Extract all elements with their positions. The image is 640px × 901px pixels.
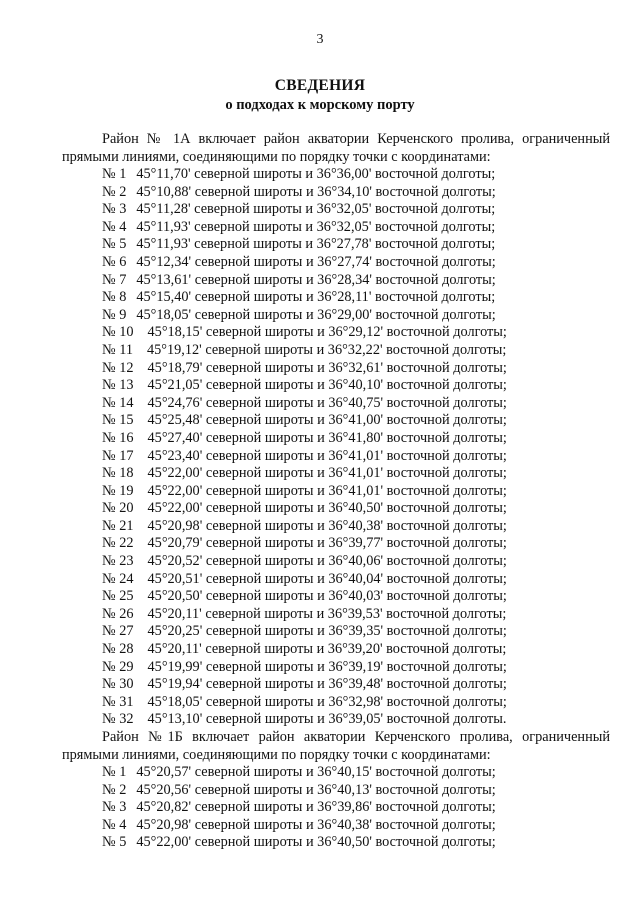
point-coordinates: 45°22,00' северной широты и 36°41,01' восточной долготы; bbox=[147, 482, 507, 499]
point-number: № 25 bbox=[102, 588, 134, 605]
coordinate-row bbox=[102, 676, 507, 694]
point-coordinates: 45°11,93' северной широты и 36°27,78' восточной долготы; bbox=[136, 236, 496, 253]
point-coordinates: 45°25,48' северной широты и 36°41,00' восточной долготы; bbox=[147, 412, 507, 429]
point-coordinates: 45°18,15' северной широты и 36°29,12' восточной долготы; bbox=[147, 324, 507, 341]
point-number: № 19 bbox=[102, 482, 134, 499]
point-number: № 4 bbox=[102, 816, 127, 833]
point-coordinates: 45°20,52' северной широты и 36°40,06' восточной долготы; bbox=[147, 553, 507, 570]
point-number: № 27 bbox=[102, 623, 134, 640]
point-coordinates: 45°18,05' северной широты и 36°32,98' восточной долготы; bbox=[147, 693, 507, 710]
point-coordinates: 45°22,00' северной широты и 36°40,50' восточной долготы; bbox=[136, 834, 496, 851]
coordinate-row bbox=[102, 377, 507, 395]
point-coordinates: 45°20,51' северной широты и 36°40,04' восточной долготы; bbox=[147, 570, 507, 587]
coordinate-row bbox=[102, 342, 507, 360]
coordinate-row bbox=[102, 535, 507, 553]
point-coordinates: 45°20,98' северной широты и 36°40,38' восточной долготы; bbox=[136, 816, 496, 833]
point-coordinates: 45°19,12' северной широты и 36°32,22' восточной долготы; bbox=[146, 341, 507, 358]
point-coordinates: 45°21,05' северной широты и 36°40,10' восточной долготы; bbox=[147, 377, 507, 394]
point-coordinates: 45°18,79' северной широты и 36°32,61' восточной долготы; bbox=[147, 359, 507, 376]
point-number: № 5 bbox=[102, 236, 127, 253]
document-title: СВЕДЕНИЯ bbox=[274, 77, 366, 94]
point-coordinates: 45°13,10' северной широты и 36°39,05' восточной долготы. bbox=[147, 711, 507, 728]
point-number: № 11 bbox=[102, 341, 133, 358]
point-number: № 21 bbox=[102, 517, 134, 534]
point-number: № 4 bbox=[102, 218, 127, 235]
section-1a-points bbox=[102, 166, 507, 729]
coordinate-row bbox=[102, 465, 507, 483]
point-number: № 6 bbox=[102, 253, 127, 270]
point-number: № 14 bbox=[102, 394, 134, 411]
coordinate-row bbox=[102, 236, 507, 254]
coordinate-row bbox=[102, 324, 507, 342]
coordinate-row bbox=[102, 659, 507, 677]
point-coordinates: 45°20,98' северной широты и 36°40,38' восточной долготы; bbox=[147, 517, 507, 534]
point-number: № 2 bbox=[102, 183, 127, 200]
coordinate-row bbox=[102, 694, 507, 712]
coordinate-row bbox=[102, 289, 507, 307]
point-coordinates: 45°13,61' северной широты и 36°28,34' восточной долготы; bbox=[136, 271, 496, 288]
coordinate-row bbox=[102, 764, 496, 782]
point-number: № 13 bbox=[102, 377, 134, 394]
point-number: № 7 bbox=[102, 271, 127, 288]
point-number: № 5 bbox=[102, 834, 127, 851]
section-1a-intro-text: Район № 1А включает район акватории Керченского пролива, ограниченный прямыми линиями, соединяющими по порядку точки с координатами: bbox=[62, 131, 610, 165]
page-number: 3 bbox=[316, 32, 324, 47]
point-coordinates: 45°20,82' северной широты и 36°39,86' восточной долготы; bbox=[136, 799, 496, 816]
point-coordinates: 45°20,11' северной широты и 36°39,53' восточной долготы; bbox=[147, 605, 507, 622]
point-coordinates: 45°20,57' северной широты и 36°40,15' восточной долготы; bbox=[136, 764, 496, 780]
point-number: № 1 bbox=[102, 166, 127, 182]
point-coordinates: 45°20,25' северной широты и 36°39,35' восточной долготы; bbox=[147, 623, 507, 640]
coordinate-row bbox=[102, 483, 507, 501]
point-number: № 30 bbox=[102, 676, 134, 693]
point-number: № 16 bbox=[102, 429, 134, 446]
point-number: № 18 bbox=[102, 465, 134, 482]
coordinate-row bbox=[102, 571, 507, 589]
point-coordinates: 45°11,28' северной широты и 36°32,05' восточной долготы; bbox=[136, 201, 496, 218]
point-number: № 8 bbox=[102, 289, 127, 306]
point-number: № 24 bbox=[102, 570, 134, 587]
point-number: № 15 bbox=[102, 412, 134, 429]
point-number: № 23 bbox=[102, 553, 134, 570]
point-coordinates: 45°10,88' северной широты и 36°34,10' восточной долготы; bbox=[136, 183, 496, 200]
coordinate-row bbox=[102, 817, 496, 835]
point-coordinates: 45°11,93' северной широты и 36°32,05' восточной долготы; bbox=[136, 218, 496, 235]
point-coordinates: 45°22,00' северной широты и 36°40,50' восточной долготы; bbox=[147, 500, 507, 517]
coordinate-row bbox=[102, 412, 507, 430]
point-coordinates: 45°20,50' северной широты и 36°40,03' восточной долготы; bbox=[147, 588, 507, 605]
point-number: № 10 bbox=[102, 324, 134, 341]
coordinate-row bbox=[102, 518, 507, 536]
coordinate-row bbox=[102, 641, 507, 659]
coordinate-row bbox=[102, 201, 507, 219]
point-coordinates: 45°27,40' северной широты и 36°41,80' восточной долготы; bbox=[147, 429, 507, 446]
section-1b-points bbox=[102, 764, 496, 852]
point-number: № 3 bbox=[102, 201, 127, 218]
point-number: № 17 bbox=[102, 447, 134, 464]
point-number: № 2 bbox=[102, 781, 127, 798]
point-number: № 32 bbox=[102, 711, 134, 728]
point-number: № 31 bbox=[102, 693, 134, 710]
coordinate-row bbox=[102, 360, 507, 378]
document-subtitle: о подходах к морскому порту bbox=[225, 97, 415, 113]
point-coordinates: 45°19,94' северной широты и 36°39,48' восточной долготы; bbox=[147, 676, 507, 693]
point-coordinates: 45°24,76' северной широты и 36°40,75' восточной долготы; bbox=[147, 394, 507, 411]
coordinate-row bbox=[102, 834, 496, 852]
section-1b-intro bbox=[62, 729, 610, 764]
coordinate-row bbox=[102, 219, 507, 237]
coordinate-row bbox=[102, 166, 507, 184]
coordinate-row bbox=[102, 553, 507, 571]
coordinate-row bbox=[102, 606, 507, 624]
coordinate-row bbox=[102, 430, 507, 448]
point-number: № 26 bbox=[102, 605, 134, 622]
coordinate-row bbox=[102, 395, 507, 413]
point-number: № 29 bbox=[102, 658, 134, 675]
point-coordinates: 45°20,56' северной широты и 36°40,13' восточной долготы; bbox=[136, 781, 496, 798]
coordinate-row bbox=[102, 588, 507, 606]
coordinate-row bbox=[102, 307, 507, 325]
coordinate-row bbox=[102, 184, 507, 202]
point-number: № 1 bbox=[102, 764, 127, 780]
point-coordinates: 45°11,70' северной широты и 36°36,00' восточной долготы; bbox=[136, 166, 496, 182]
coordinate-row bbox=[102, 254, 507, 272]
point-coordinates: 45°12,34' северной широты и 36°27,74' восточной долготы; bbox=[136, 253, 496, 270]
coordinate-row bbox=[102, 623, 507, 641]
point-coordinates: 45°20,11' северной широты и 36°39,20' восточной долготы; bbox=[147, 641, 507, 658]
coordinate-row bbox=[102, 711, 507, 729]
point-coordinates: 45°23,40' северной широты и 36°41,01' восточной долготы; bbox=[147, 447, 507, 464]
point-number: № 12 bbox=[102, 359, 134, 376]
point-coordinates: 45°18,05' северной широты и 36°29,00' восточной долготы; bbox=[136, 306, 496, 323]
point-coordinates: 45°22,00' северной широты и 36°41,01' восточной долготы; bbox=[147, 465, 507, 482]
point-coordinates: 45°15,40' северной широты и 36°28,11' восточной долготы; bbox=[136, 289, 496, 306]
section-1b-intro-text: Район №1Б включает район акватории Керченского пролива, ограниченный прямыми линиями, соединяющими по порядку точки с координатами: bbox=[62, 729, 610, 763]
point-number: № 22 bbox=[102, 535, 134, 552]
section-1a-intro bbox=[62, 131, 610, 166]
coordinate-row bbox=[102, 272, 507, 290]
point-coordinates: 45°19,99' северной широты и 36°39,19' восточной долготы; bbox=[147, 658, 507, 675]
point-number: № 20 bbox=[102, 500, 134, 517]
point-number: № 9 bbox=[102, 306, 127, 323]
point-coordinates: 45°20,79' северной широты и 36°39,77' восточной долготы; bbox=[147, 535, 507, 552]
coordinate-row bbox=[102, 799, 496, 817]
point-number: № 28 bbox=[102, 641, 134, 658]
coordinate-row bbox=[102, 500, 507, 518]
point-number: № 3 bbox=[102, 799, 127, 816]
coordinate-row bbox=[102, 448, 507, 466]
coordinate-row bbox=[102, 782, 496, 800]
